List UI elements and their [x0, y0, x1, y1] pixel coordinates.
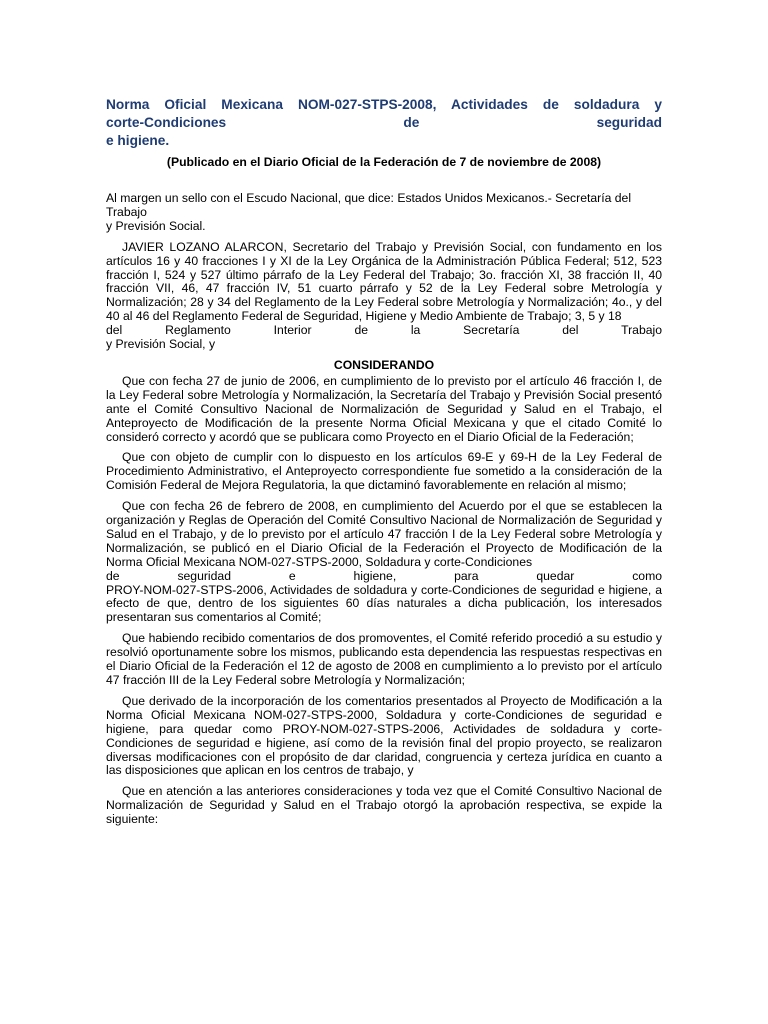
margin-seal-line-2: Trabajo	[106, 204, 147, 219]
considerando-paragraph-4: Que habiendo recibido comentarios de dos promoventes, el Comité referido procedió a su estudio y resolvió oportunamente sobre los mismos, publicando esta dependencia las respuestas respectivas en el Diario Oficial de la Federación el 12 de agosto de 2008 en cumplimiento a lo previsto por el artículo 47 fracción III de la Ley Federal sobre Metrología y Normalización;	[106, 631, 662, 687]
considerando-paragraph-1: Que con fecha 27 de junio de 2006, en cumplimiento de lo previsto por el artículo 46 fracción I, de la Ley Federal sobre Metrología y Normalización, la Secretaría del Trabajo y Previsión Social presentó ante el Comité Consultivo Nacional de Normalización de Seguridad y Salud en el Trabajo, el Anteproyecto de Modificación de la presente Norma Oficial Mexicana y que el citado Comité lo consideró correcto y acordó que se publicara como Proyecto en el Diario Oficial de la Federación;	[106, 373, 662, 444]
title-line-2: corte-Condiciones de seguridad	[106, 115, 662, 130]
title-line-1: Norma Oficial Mexicana NOM-027-STPS-2008, Actividades de soldadura y	[106, 97, 662, 112]
considerando-paragraph-3-part-a: Que con fecha 26 de febrero de 2008, en cumplimiento del Acuerdo por el que se establecen la organización y Reglas de Operación del Comité Consultivo Nacional de Normalización de Seguridad y Salud en el Trabajo, y de lo previsto por el artículo 47 fracción I de la Ley Federal sobre Metrología y Normalización, se publicó en el Diario Oficial de la Federación el Proyecto de Modificación de la Norma Oficial Mexicana NOM-027-STPS-2000, Soldadura y corte-Condiciones	[106, 499, 662, 569]
margin-seal-line-3: y Previsión Social.	[106, 218, 206, 233]
margin-seal-paragraph	[106, 192, 662, 234]
margin-seal-line-1: Al margen un sello con el Escudo Nacional, que dice: Estados Unidos Mexicanos.- Secretaría del	[106, 191, 632, 205]
considerando-paragraph-2: Que con objeto de cumplir con lo dispuesto en los artículos 69-E y 69-H de la Ley Federal de Procedimiento Administrativo, el Anteproyecto correspondiente fue sometido a la consideración de la Comisión Federal de Mejora Regulatoria, la que dictaminó favorablemente en relación al mismo;	[106, 450, 662, 493]
preamble-main-text: JAVIER LOZANO ALARCON, Secretario del Trabajo y Previsión Social, con fundamento en los artículos 16 y 40 fracciones I y XI de la Ley Orgánica de la Administración Pública Federal; 512, 523 fracción I, 524 y 527 último párrafo de la Ley Federal del Trabajo; 3o. fracción XI, 38 fracción II, 40 fracción VII, 46, 47 fracción IV, 51 cuarto párrafo y 52 de la Ley Federal sobre Metrología y Normalización; 28 y 34 del Reglamento de la Ley Federal sobre Metrología y Normalización; 4o., y del 40 al 46 del Reglamento Federal de Seguridad, Higiene y Medio Ambiente de Trabajo; 3, 5 y 18	[106, 239, 662, 324]
preamble-last-line: y Previsión Social, y	[106, 337, 216, 352]
considerando-paragraph-6: Que en atención a las anteriores consideraciones y toda vez que el Comité Consultivo Nacional de Normalización de Seguridad y Salud en el Trabajo otorgó la aprobación respectiva, se expide la siguiente:	[106, 784, 662, 827]
title-line-3: e higiene.	[106, 133, 170, 148]
document-body	[106, 192, 662, 827]
preamble-paragraph	[106, 241, 662, 352]
considerando-paragraph-3-justified-line: de seguridad e higiene, para quedar como	[106, 568, 662, 583]
considerando-paragraph-3-part-c: PROY-NOM-027-STPS-2006, Actividades de soldadura y corte-Condiciones de seguridad e higiene, a efecto de que, dentro de los siguientes 60 días naturales a dicha publicación, los interesados presentaran sus comentarios al Comité;	[106, 582, 662, 625]
preamble-justified-line: del Reglamento Interior de la Secretaría del Trabajo	[106, 323, 662, 338]
publication-note: (Publicado en el Diario Oficial de la Federación de 7 de noviembre de 2008)	[166, 155, 602, 169]
document-title	[106, 96, 662, 150]
considerando-paragraph-3	[106, 500, 662, 625]
considerando-heading: CONSIDERANDO	[333, 357, 435, 372]
considerando-paragraph-5: Que derivado de la incorporación de los comentarios presentados al Proyecto de Modificación a la Norma Oficial Mexicana NOM-027-STPS-2000, Soldadura y corte-Condiciones de seguridad e higiene, para quedar como PROY-NOM-027-STPS-2006, Actividades de soldadura y corte-Condiciones de seguridad e higiene, así como de la revisión final del propio proyecto, se realizaron diversas modificaciones con el propósito de dar claridad, congruencia y certeza jurídica en cuanto a las disposiciones que aplican en los centros de trabajo, y	[106, 693, 662, 778]
